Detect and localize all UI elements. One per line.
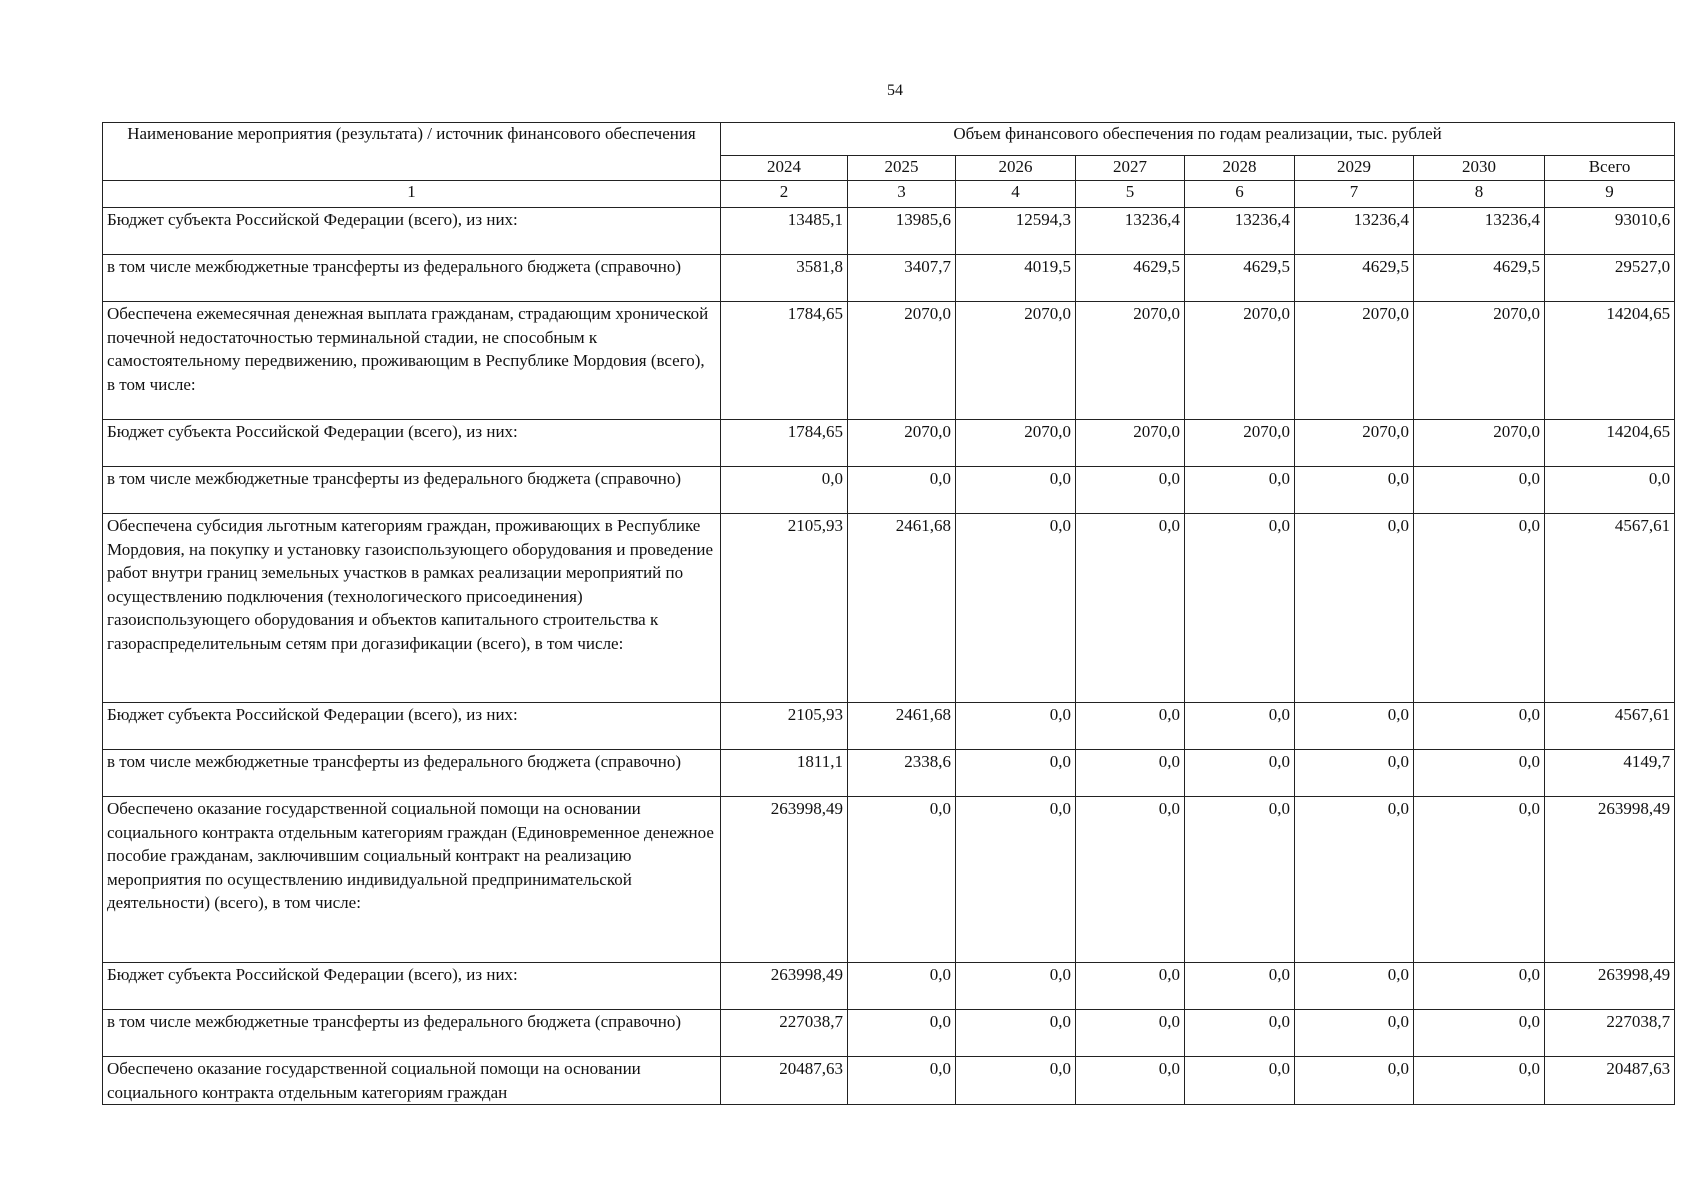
header-year: 2024	[721, 156, 848, 181]
header-year: 2025	[848, 156, 956, 181]
row-value-cell: 0,0	[848, 963, 956, 1010]
row-value-cell: 2070,0	[1295, 420, 1414, 467]
row-name-cell: в том числе межбюджетные трансферты из федерального бюджета (справочно)	[103, 467, 721, 514]
row-value-cell: 0,0	[1295, 514, 1414, 703]
row-value-cell: 2105,93	[721, 514, 848, 703]
table-row	[103, 420, 1675, 467]
row-value-cell: 0,0	[1076, 1057, 1185, 1105]
row-value-cell: 4629,5	[1185, 255, 1295, 302]
row-value-cell: 0,0	[1295, 467, 1414, 514]
row-value-cell: 4629,5	[1295, 255, 1414, 302]
header-column-numbers-row	[103, 181, 1675, 208]
row-total-cell: 14204,65	[1545, 420, 1675, 467]
row-value-cell: 3581,8	[721, 255, 848, 302]
row-value-cell: 4629,5	[1414, 255, 1545, 302]
row-name-cell: Обеспечена субсидия льготным категориям граждан, проживающих в Республике Мордовия, на покупку и установку газоиспользующего оборудования и проведение работ внутри границ земельных участков в рамках реализации мероприятий по осуществлению подключения (технологического присоединения) газоиспользующего оборудования и объектов капитального строительства к газораспределительным сетям при догазификации (всего), в том числе:	[103, 514, 721, 703]
row-name-cell: в том числе межбюджетные трансферты из федерального бюджета (справочно)	[103, 1010, 721, 1057]
row-value-cell: 4629,5	[1076, 255, 1185, 302]
column-number: 1	[103, 181, 721, 208]
row-value-cell: 0,0	[956, 703, 1076, 750]
row-total-cell: 0,0	[1545, 467, 1675, 514]
header-year: 2027	[1076, 156, 1185, 181]
row-value-cell: 0,0	[1076, 797, 1185, 963]
row-value-cell: 1784,65	[721, 302, 848, 420]
row-value-cell: 0,0	[848, 797, 956, 963]
row-value-cell: 2070,0	[1076, 302, 1185, 420]
row-value-cell: 0,0	[1295, 703, 1414, 750]
row-value-cell: 0,0	[1076, 750, 1185, 797]
row-value-cell: 0,0	[1076, 514, 1185, 703]
row-value-cell: 2070,0	[1295, 302, 1414, 420]
row-total-cell: 227038,7	[1545, 1010, 1675, 1057]
row-value-cell: 2070,0	[1185, 420, 1295, 467]
row-value-cell: 0,0	[956, 514, 1076, 703]
row-value-cell: 2070,0	[848, 302, 956, 420]
row-value-cell: 13236,4	[1414, 208, 1545, 255]
row-value-cell: 2105,93	[721, 703, 848, 750]
row-value-cell: 0,0	[1414, 750, 1545, 797]
row-value-cell: 2338,6	[848, 750, 956, 797]
page-number: 54	[887, 82, 903, 99]
row-value-cell: 2070,0	[956, 302, 1076, 420]
row-value-cell: 1811,1	[721, 750, 848, 797]
row-value-cell: 0,0	[1414, 1010, 1545, 1057]
row-value-cell: 0,0	[721, 467, 848, 514]
header-name-column: Наименование мероприятия (результата) / источник финансового обеспечения	[103, 123, 721, 181]
row-value-cell: 0,0	[1185, 467, 1295, 514]
row-value-cell: 2070,0	[1414, 420, 1545, 467]
row-name-cell: Обеспечена ежемесячная денежная выплата гражданам, страдающим хронической почечной недостаточностью терминальной стадии, не способным к самостоятельному передвижению, проживающим в Республике Мордовия (всего), в том числе:	[103, 302, 721, 420]
row-name-cell: Бюджет субъекта Российской Федерации (всего), из них:	[103, 420, 721, 467]
table-row	[103, 1010, 1675, 1057]
row-value-cell: 0,0	[1185, 963, 1295, 1010]
row-value-cell: 0,0	[1185, 514, 1295, 703]
column-number: 7	[1295, 181, 1414, 208]
row-value-cell: 0,0	[956, 1010, 1076, 1057]
row-value-cell: 0,0	[956, 467, 1076, 514]
table-row	[103, 1057, 1675, 1105]
row-value-cell: 0,0	[848, 1057, 956, 1105]
row-value-cell: 13236,4	[1295, 208, 1414, 255]
table-row	[103, 208, 1675, 255]
row-value-cell: 0,0	[1185, 750, 1295, 797]
row-value-cell: 0,0	[1414, 467, 1545, 514]
row-value-cell: 0,0	[1185, 1010, 1295, 1057]
column-number: 9	[1545, 181, 1675, 208]
table-row	[103, 302, 1675, 420]
row-value-cell: 2461,68	[848, 514, 956, 703]
table-row	[103, 514, 1675, 703]
row-value-cell: 0,0	[1414, 514, 1545, 703]
row-name-cell: Обеспечено оказание государственной социальной помощи на основании социального контракта отдельным категориям граждан (Единовременное денежное пособие гражданам, заключившим социальный контракт на реализацию мероприятия по осуществлению индивидуальной предпринимательской деятельности) (всего), в том числе:	[103, 797, 721, 963]
column-number: 3	[848, 181, 956, 208]
row-value-cell: 13236,4	[1185, 208, 1295, 255]
row-value-cell: 2461,68	[848, 703, 956, 750]
row-value-cell: 0,0	[1076, 963, 1185, 1010]
row-total-cell: 14204,65	[1545, 302, 1675, 420]
row-value-cell: 0,0	[1185, 797, 1295, 963]
header-total: Всего	[1545, 156, 1675, 181]
row-name-cell: в том числе межбюджетные трансферты из федерального бюджета (справочно)	[103, 255, 721, 302]
row-total-cell: 29527,0	[1545, 255, 1675, 302]
row-total-cell: 4567,61	[1545, 703, 1675, 750]
row-value-cell: 3407,7	[848, 255, 956, 302]
table-row	[103, 255, 1675, 302]
row-value-cell: 0,0	[1295, 750, 1414, 797]
column-number: 2	[721, 181, 848, 208]
row-total-cell: 4567,61	[1545, 514, 1675, 703]
row-value-cell: 0,0	[1076, 703, 1185, 750]
table-row	[103, 797, 1675, 963]
row-name-cell: Бюджет субъекта Российской Федерации (всего), из них:	[103, 963, 721, 1010]
row-value-cell: 0,0	[1295, 963, 1414, 1010]
header-row-1	[103, 123, 1675, 156]
row-value-cell: 263998,49	[721, 963, 848, 1010]
row-name-cell: в том числе межбюджетные трансферты из федерального бюджета (справочно)	[103, 750, 721, 797]
row-value-cell: 0,0	[1414, 963, 1545, 1010]
row-value-cell: 0,0	[1295, 1010, 1414, 1057]
row-total-cell: 20487,63	[1545, 1057, 1675, 1105]
row-total-cell: 4149,7	[1545, 750, 1675, 797]
column-number: 6	[1185, 181, 1295, 208]
header-year: 2028	[1185, 156, 1295, 181]
row-total-cell: 263998,49	[1545, 963, 1675, 1010]
header-volume-group: Объем финансового обеспечения по годам реализации, тыс. рублей	[721, 123, 1675, 156]
header-year: 2030	[1414, 156, 1545, 181]
header-year: 2026	[956, 156, 1076, 181]
table-row	[103, 467, 1675, 514]
table-row	[103, 750, 1675, 797]
row-value-cell: 0,0	[956, 797, 1076, 963]
row-value-cell: 0,0	[1414, 703, 1545, 750]
table-row	[103, 703, 1675, 750]
row-value-cell: 2070,0	[1076, 420, 1185, 467]
row-value-cell: 13985,6	[848, 208, 956, 255]
row-value-cell: 0,0	[1076, 467, 1185, 514]
row-name-cell: Бюджет субъекта Российской Федерации (всего), из них:	[103, 208, 721, 255]
row-value-cell: 0,0	[1185, 703, 1295, 750]
row-value-cell: 263998,49	[721, 797, 848, 963]
column-number: 8	[1414, 181, 1545, 208]
row-value-cell: 0,0	[1414, 1057, 1545, 1105]
header-year: 2029	[1295, 156, 1414, 181]
column-number: 4	[956, 181, 1076, 208]
row-value-cell: 0,0	[1414, 797, 1545, 963]
row-value-cell: 0,0	[848, 1010, 956, 1057]
row-value-cell: 13485,1	[721, 208, 848, 255]
row-value-cell: 2070,0	[1185, 302, 1295, 420]
row-name-cell: Обеспечено оказание государственной социальной помощи на основании социального контракта отдельным категориям граждан	[103, 1057, 721, 1105]
row-value-cell: 2070,0	[956, 420, 1076, 467]
row-value-cell: 0,0	[1295, 1057, 1414, 1105]
row-value-cell: 0,0	[956, 963, 1076, 1010]
table-row	[103, 963, 1675, 1010]
row-value-cell: 13236,4	[1076, 208, 1185, 255]
row-value-cell: 12594,3	[956, 208, 1076, 255]
table-header	[103, 123, 1675, 208]
row-value-cell: 227038,7	[721, 1010, 848, 1057]
row-value-cell: 0,0	[1295, 797, 1414, 963]
row-value-cell: 0,0	[956, 750, 1076, 797]
row-name-cell: Бюджет субъекта Российской Федерации (всего), из них:	[103, 703, 721, 750]
row-total-cell: 263998,49	[1545, 797, 1675, 963]
financing-table	[102, 122, 1675, 1105]
row-total-cell: 93010,6	[1545, 208, 1675, 255]
row-value-cell: 0,0	[1076, 1010, 1185, 1057]
row-value-cell: 0,0	[848, 467, 956, 514]
row-value-cell: 2070,0	[848, 420, 956, 467]
row-value-cell: 0,0	[1185, 1057, 1295, 1105]
row-value-cell: 0,0	[956, 1057, 1076, 1105]
table-body	[103, 208, 1675, 1105]
row-value-cell: 1784,65	[721, 420, 848, 467]
column-number: 5	[1076, 181, 1185, 208]
row-value-cell: 20487,63	[721, 1057, 848, 1105]
row-value-cell: 4019,5	[956, 255, 1076, 302]
row-value-cell: 2070,0	[1414, 302, 1545, 420]
